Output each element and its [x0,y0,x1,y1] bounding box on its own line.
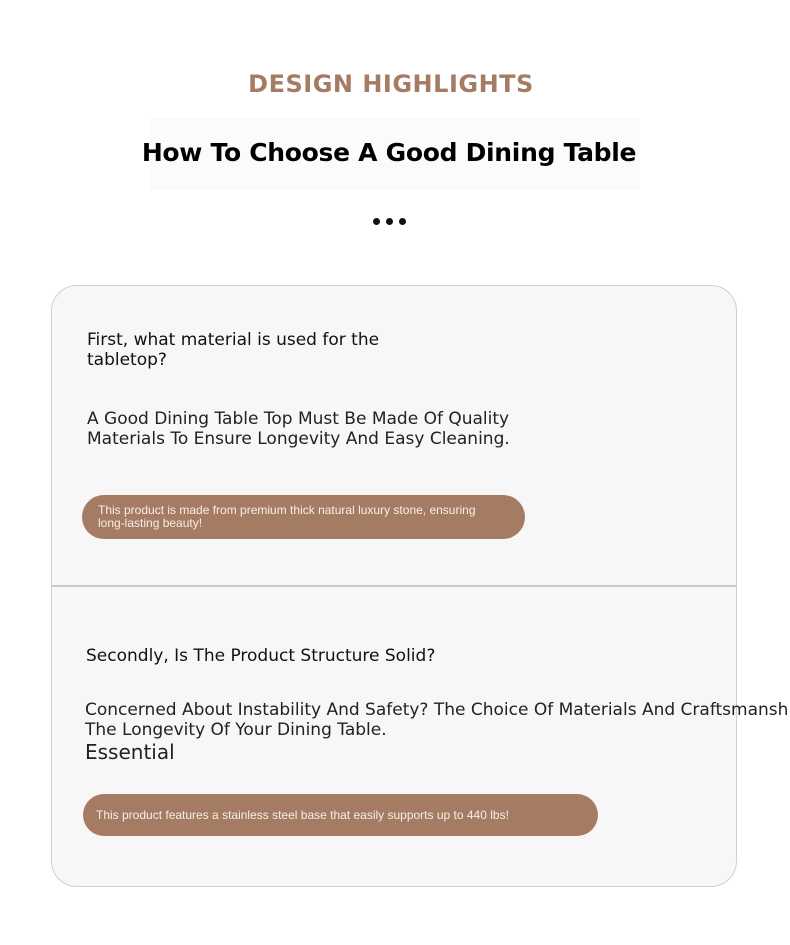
info-card [51,285,789,887]
dot [399,218,406,225]
badge-line: This product is made from premium thick natural luxury stone, ensuring [98,503,476,517]
structure-badge [83,794,598,836]
question-material [87,330,379,370]
eyebrow-heading: DESIGN HIGHLIGHTS [248,70,534,98]
description-line: A Good Dining Table Top Must Be Made Of Quality [87,409,510,429]
badge-line: This product features a stainless steel base that easily supports up to 440 lbs! [96,807,509,822]
description-line: The Longevity Of Your Dining Table. [85,720,387,740]
dot [386,218,393,225]
question-structure: Secondly, Is The Product Structure Solid? [86,646,436,666]
description-material [87,409,510,449]
description-structure [85,700,788,740]
page-title: How To Choose A Good Dining Table [141,138,637,167]
description-emphasis: Essential [85,740,175,764]
badge-line: long-lasting beauty! [98,516,203,530]
dot [373,218,380,225]
material-badge [82,495,525,539]
description-line: Materials To Ensure Longevity And Easy Cleaning. [87,429,510,449]
section-divider [52,585,736,587]
description-line: Concerned About Instability And Safety? The Choice Of Materials And Craftsmansh [85,700,789,720]
ellipsis-icon [373,218,406,225]
question-line: First, what material is used for the [87,330,380,350]
question-line: tabletop? [87,350,167,370]
